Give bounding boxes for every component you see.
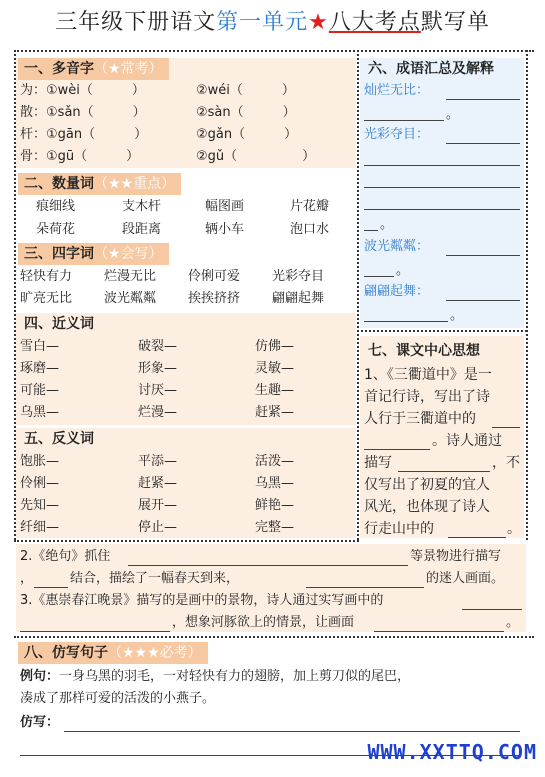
s4-item: 雪白— [20, 339, 60, 354]
s4-item: 琢磨— [20, 361, 60, 376]
s7-blank[interactable] [398, 471, 490, 472]
tail-l2a: ， [20, 571, 34, 586]
s1-row-1b: ②wéi（ ） [196, 83, 295, 98]
right-border [526, 50, 528, 540]
s3-item: 伶俐可爱 [188, 269, 241, 284]
s7-blank[interactable] [448, 537, 506, 538]
s1-row-4: 骨：①gū（ ） [20, 149, 140, 164]
title-dictation: 默写单 [420, 10, 490, 35]
s7-line: 描写 [364, 455, 392, 471]
s1-row-2: 散：①sǎn（ ） [20, 105, 146, 120]
tail-blank[interactable] [306, 587, 424, 588]
s4-item: 形象— [138, 361, 178, 376]
s6-blank[interactable] [364, 321, 448, 322]
s6-blank[interactable] [446, 255, 520, 256]
s6-blank[interactable] [364, 276, 394, 277]
s1-row-4b: ②gǔ（ ） [196, 149, 316, 164]
tail-blank[interactable] [374, 631, 504, 632]
s4-item: 可能— [20, 383, 60, 398]
s6-blank[interactable] [364, 187, 520, 188]
s8-example-1: 例句：一身乌黑的羽毛，一对轻快有力的翅膀，加上剪刀似的尾巴， [20, 669, 411, 684]
s1-heading: 一、多音字（★常考） [18, 58, 169, 80]
tail-blank[interactable] [34, 587, 68, 588]
s6-word: 灿烂无比： [364, 83, 430, 98]
tail-blank[interactable] [128, 565, 408, 566]
s5-item: 赶紧— [138, 476, 178, 491]
s1-row-3b: ②gǎn（ ） [196, 127, 298, 142]
s2-heading: 二、数量词（★★重点） [18, 173, 181, 195]
s6-end: 。 [396, 263, 410, 278]
s4-item: 讨厌— [138, 383, 178, 398]
s6-blank[interactable] [364, 230, 378, 231]
s7-line: 。诗人通过 [432, 433, 502, 449]
s7-line: 行走山中的 [364, 521, 434, 537]
s3-item: 光彩夺目 [272, 269, 325, 284]
tail-l3a: 3.《惠崇春江晚景》描写的是画中的景物，诗人通过实写画中的 [20, 593, 384, 608]
s7-line: 1、《三衢道中》是一 [364, 367, 492, 383]
tail-blank[interactable] [20, 631, 170, 632]
tail-l2c: 的迷人画面。 [426, 571, 505, 586]
site-watermark: WWW.XXTTQ.COM [367, 740, 537, 764]
s7-blank[interactable] [364, 449, 430, 450]
s5-item: 展开— [138, 498, 178, 513]
s2-item: 段距离 [122, 222, 162, 237]
s4-item: 乌黑— [20, 405, 60, 420]
s3-item: 翩翩起舞 [272, 291, 325, 306]
s7-line: 仅写出了初夏的宜人 [364, 477, 490, 493]
s5-item: 纤细— [20, 520, 60, 535]
s2-item: 泡口水 [290, 222, 330, 237]
s5-item: 饱胀— [20, 454, 60, 469]
s4-item: 生趣— [255, 383, 295, 398]
s1-row-1: 为：①wèi（ ） [20, 83, 145, 98]
tail-l1a: 2.《绝句》抓住 [20, 549, 111, 564]
s4-heading: 四、近义词 [24, 316, 94, 332]
s6-blank[interactable] [446, 300, 520, 301]
right-mid-divider [357, 330, 527, 332]
tail-l4b: 。 [506, 615, 520, 630]
s2-item: 幅图画 [205, 199, 245, 214]
tail-bottom-border [14, 636, 534, 638]
s6-end: 。 [446, 107, 460, 122]
tail-l1b: 等景物进行描写 [410, 549, 502, 564]
s5-item: 先知— [20, 498, 60, 513]
title-unit: 第一单元 [216, 10, 309, 35]
s6-word: 翩翩起舞： [364, 284, 430, 299]
s2-item: 朵荷花 [36, 222, 76, 237]
s7-heading: 七、课文中心思想 [368, 343, 480, 359]
s6-blank[interactable] [364, 120, 444, 121]
s8-answer-line[interactable] [64, 731, 520, 732]
tail-blank[interactable] [462, 609, 522, 610]
s6-blank[interactable] [446, 99, 520, 100]
s4-item: 灵敏— [255, 361, 295, 376]
s3-item: 烂漫无比 [104, 269, 157, 284]
s7-line: 首记行诗，写出了诗 [364, 389, 490, 405]
s7-line: ，不 [492, 455, 520, 471]
s5-item: 活泼— [255, 454, 295, 469]
s4-item: 破裂— [138, 339, 178, 354]
s2-item: 痕细线 [36, 199, 76, 214]
s2-item: 片花瓣 [290, 199, 330, 214]
s3-item: 旷亮无比 [20, 291, 73, 306]
s1-row-2b: ②sàn（ ） [196, 105, 296, 120]
column-divider [357, 50, 359, 540]
s2-item: 支木杆 [122, 199, 162, 214]
s4-item: 赶紧— [255, 405, 295, 420]
s5-item: 鲜艳— [255, 498, 295, 513]
title-star: ★ [308, 10, 329, 35]
s5-item: 乌黑— [255, 476, 295, 491]
s6-end: 。 [450, 308, 464, 323]
s7-line: 。 [507, 521, 521, 537]
s6-blank[interactable] [364, 165, 520, 166]
s8-heading: 八、仿写句子（★★★必考） [18, 642, 208, 664]
s7-line: 风光，也体现了诗人 [364, 499, 490, 515]
s2-item: 辆小车 [205, 222, 245, 237]
title-points: 八大考点 [328, 10, 421, 35]
s3-heading: 三、四字词（★会写） [18, 243, 169, 265]
s3-item: 轻快有力 [20, 269, 73, 284]
s5-item: 平添— [138, 454, 178, 469]
page-title [0, 6, 545, 40]
s6-blank[interactable] [446, 143, 520, 144]
title-grade: 三年级下册语文 [55, 10, 217, 35]
s7-blank[interactable] [492, 427, 520, 428]
s4-item: 仿佛— [255, 339, 295, 354]
top-border [14, 50, 534, 52]
s3-item: 波光粼粼 [104, 291, 157, 306]
s4-item: 烂漫— [138, 405, 178, 420]
left-bottom-border [14, 540, 359, 542]
s5-item: 完整— [255, 520, 295, 535]
s3-item: 挨挨挤挤 [188, 291, 241, 306]
s5-item: 停止— [138, 520, 178, 535]
s5-item: 伶俐— [20, 476, 60, 491]
s1-row-3: 杆：①gān（ ） [20, 127, 148, 142]
tail-l2b: 结合，描绘了一幅春天到来， [70, 571, 240, 586]
s6-heading: 六、成语汇总及解释 [368, 61, 494, 77]
s8-imitate-label: 仿写： [20, 715, 60, 730]
s6-end: 。 [380, 217, 394, 232]
s6-word: 波光粼粼： [364, 239, 430, 254]
s7-line: 人行于三衢道中的 [364, 411, 476, 427]
tail-l4a: ，想象河豚欲上的情景，让画面 [172, 615, 355, 630]
s5-heading: 五、反义词 [24, 431, 94, 447]
s8-example-2: 凑成了那样可爱的活泼的小燕子。 [20, 691, 216, 706]
s6-word: 光彩夺目： [364, 127, 430, 142]
s6-blank[interactable] [364, 209, 520, 210]
